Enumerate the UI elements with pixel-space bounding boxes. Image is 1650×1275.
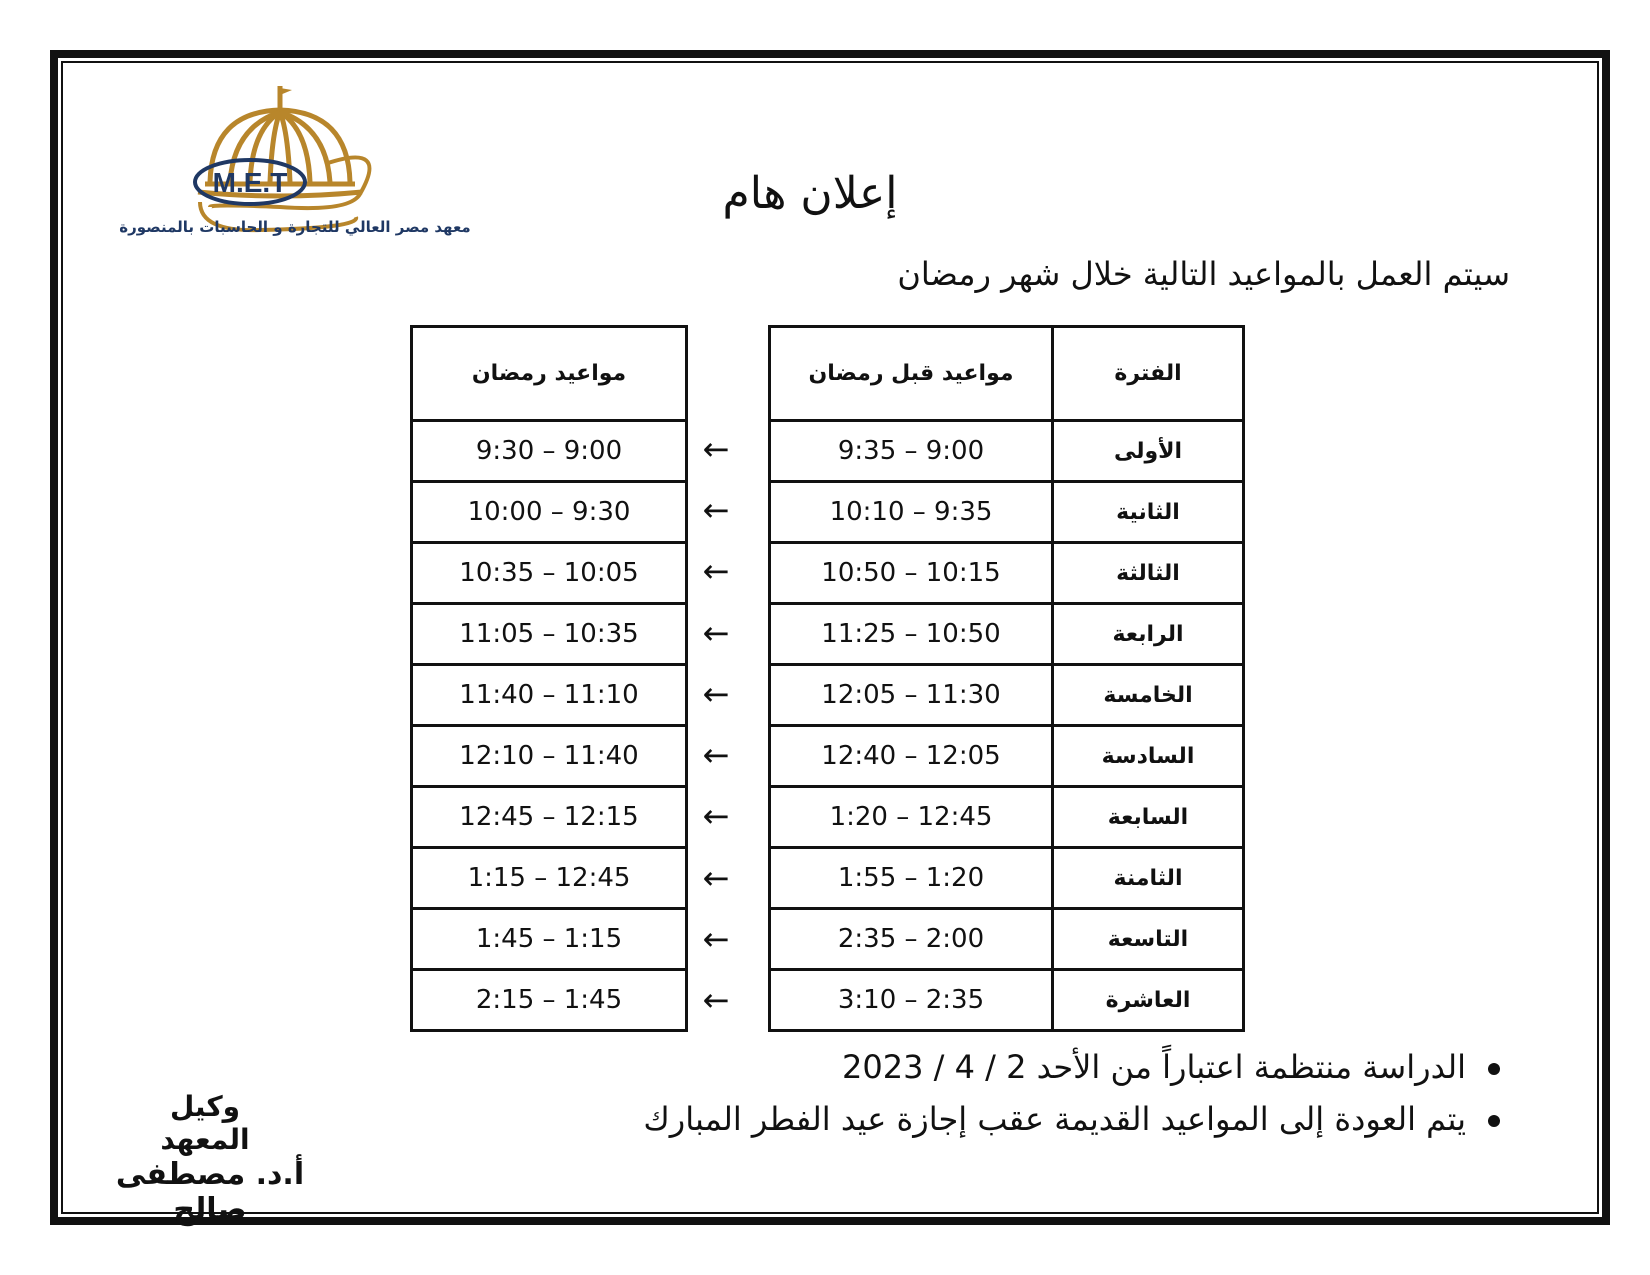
before-time-cell: 10:10 – 9:35 [770,482,1053,543]
table-row [412,543,687,604]
schedule-before-table [768,325,1245,1032]
arrow-column [690,418,742,1031]
table-row [770,665,1244,726]
table-row [770,543,1244,604]
before-time-cell: 1:20 – 12:45 [770,787,1053,848]
arrow-left-icon: ← [702,736,730,775]
signature-title: وكيل المعهد [160,1090,250,1156]
period-cell: الثامنة [1053,848,1244,909]
arrow-left-icon: ← [702,797,730,836]
schedule-before-header-row [770,327,1244,421]
period-cell: السادسة [1053,726,1244,787]
period-cell: الخامسة [1053,665,1244,726]
table-row [412,482,687,543]
ramadan-time-cell: 1:15 – 12:45 [412,848,687,909]
schedule-ramadan-table [410,325,688,1032]
table-row [770,970,1244,1031]
table-row [412,421,687,482]
table-row [412,726,687,787]
note-item [643,1100,1500,1138]
table-row [412,909,687,970]
ramadan-time-cell: 11:40 – 11:10 [412,665,687,726]
header-before-ramadan: مواعيد قبل رمضان [770,327,1053,421]
arrow-left-icon: ← [702,674,730,713]
arrow-left-icon: ← [702,429,730,468]
table-row [412,848,687,909]
table-row [770,848,1244,909]
ramadan-time-cell: 10:35 – 10:05 [412,543,687,604]
ramadan-time-cell: 2:15 – 1:45 [412,970,687,1031]
note-text: يتم العودة إلى المواعيد القديمة عقب إجازة عيد الفطر المبارك [643,1100,1466,1138]
period-cell: الثالثة [1053,543,1244,604]
before-time-cell: 10:50 – 10:15 [770,543,1053,604]
arrow-left-icon: ← [702,920,730,959]
ramadan-time-cell: 11:05 – 10:35 [412,604,687,665]
table-row [770,726,1244,787]
header-period: الفترة [1053,327,1244,421]
period-cell: الثانية [1053,482,1244,543]
announcement-title: إعلان هام [722,168,898,219]
table-row [770,421,1244,482]
ramadan-time-cell: 12:10 – 11:40 [412,726,687,787]
table-row [412,665,687,726]
period-cell: التاسعة [1053,909,1244,970]
arrow-left-icon: ← [702,858,730,897]
ramadan-time-cell: 12:45 – 12:15 [412,787,687,848]
notes-list [643,1048,1500,1152]
header-ramadan: مواعيد رمضان [412,327,687,421]
period-cell: السابعة [1053,787,1244,848]
bullet-icon [1488,1115,1500,1127]
table-row [412,604,687,665]
note-text: الدراسة منتظمة اعتباراً من الأحد 2 / 4 / 2023 [842,1048,1466,1086]
before-time-cell: 3:10 – 2:35 [770,970,1053,1031]
before-time-cell: 12:05 – 11:30 [770,665,1053,726]
period-cell: العاشرة [1053,970,1244,1031]
table-row [412,787,687,848]
table-row [770,909,1244,970]
before-time-cell: 11:25 – 10:50 [770,604,1053,665]
arrow-left-icon: ← [702,552,730,591]
ramadan-time-cell: 1:45 – 1:15 [412,909,687,970]
arrow-left-icon: ← [702,490,730,529]
ramadan-time-cell: 10:00 – 9:30 [412,482,687,543]
table-row [770,604,1244,665]
note-item [643,1048,1500,1086]
arrow-left-icon: ← [702,613,730,652]
period-cell: الرابعة [1053,604,1244,665]
before-time-cell: 2:35 – 2:00 [770,909,1053,970]
schedule-ramadan-header-row [412,327,687,421]
table-row [770,787,1244,848]
before-time-cell: 12:40 – 12:05 [770,726,1053,787]
announcement-subtitle: سيتم العمل بالمواعيد التالية خلال شهر رمضان [897,255,1510,293]
before-time-cell: 1:55 – 1:20 [770,848,1053,909]
table-row [770,482,1244,543]
bullet-icon [1488,1063,1500,1075]
period-cell: الأولى [1053,421,1244,482]
logo-letters: M.E.T [212,167,288,198]
signature-name: أ.د. مصطفى صالح [115,1157,305,1227]
arrow-left-icon: ← [702,981,730,1020]
logo-caption: معهد مصر العالي للتجارة و الحاسبات بالمنصورة [119,218,471,236]
table-row [412,970,687,1031]
before-time-cell: 9:35 – 9:00 [770,421,1053,482]
ramadan-time-cell: 9:30 – 9:00 [412,421,687,482]
